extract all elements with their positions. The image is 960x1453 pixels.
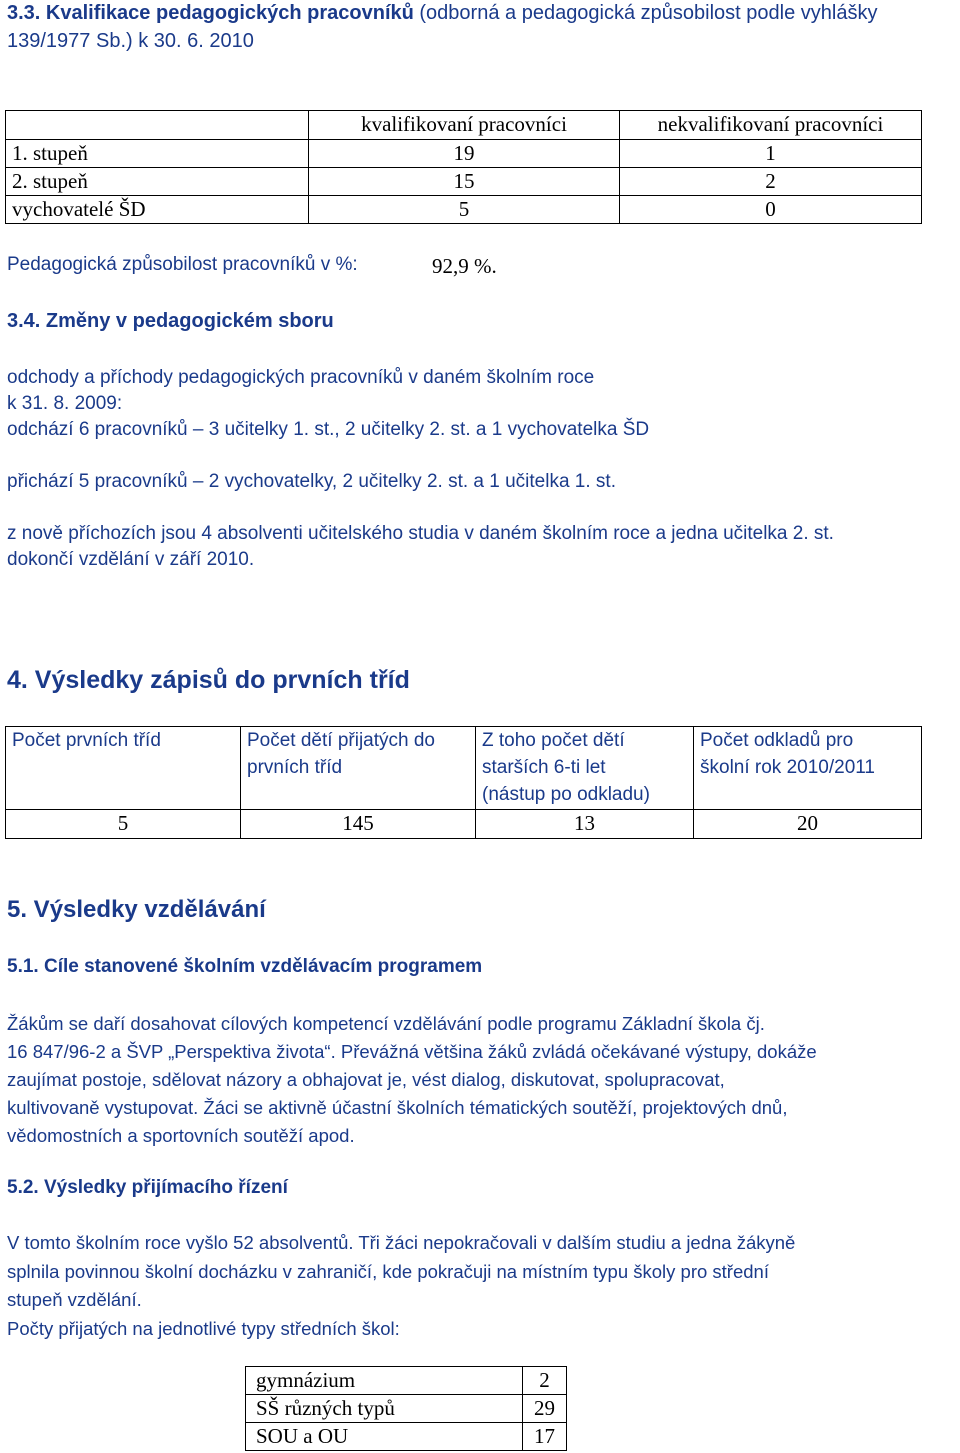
- section-5-1-title: 5.1. Cíle stanovené školním vzdělávacím programem: [7, 956, 483, 977]
- table-cell: 17: [523, 1423, 567, 1451]
- table-cell: vychovatelé ŠD: [6, 196, 309, 224]
- table-cell: 5: [309, 196, 620, 224]
- table-header: [6, 727, 241, 810]
- staff-changes-block: [7, 365, 834, 573]
- table-cell: 1: [620, 140, 922, 168]
- staff-changes-line: dokončí vzdělání v září 2010.: [7, 549, 255, 570]
- table-cell: 29: [523, 1395, 567, 1423]
- table-header-line: Počet dětí přijatých do: [247, 730, 435, 751]
- table-row: [6, 168, 922, 196]
- table-cell: 2. stupeň: [6, 168, 309, 196]
- table-cell: 15: [309, 168, 620, 196]
- section-5-title: 5. Výsledky vzdělávání: [7, 896, 266, 923]
- paragraph-line: kultivovaně vystupovat. Žáci se aktivně účastní školních tématických soutěží, projektových dnů,: [7, 1097, 788, 1118]
- paragraph-line: splnila povinnou školní docházku v zahraničí, kde pokračuji na místním typu školy pro střední: [7, 1260, 769, 1282]
- table-cell: 2: [620, 168, 922, 196]
- table-row: [6, 196, 922, 224]
- table-row: [246, 1423, 567, 1451]
- table-header-line: školní rok 2010/2011: [700, 757, 875, 778]
- section-3-4-title: 3.4. Změny v pedagogickém sboru: [7, 310, 334, 332]
- staff-changes-line: z nově příchozích jsou 4 absolventi učitelského studia v daném školním roce a jedna učitelka 2. st.: [7, 523, 834, 544]
- competence-label: Pedagogická způsobilost pracovníků v %:: [7, 254, 358, 275]
- paragraph-line: vědomostních a sportovních soutěží apod.: [7, 1125, 355, 1146]
- paragraph-line: zaujímat postoje, sdělovat názory a obhajovat je, vést dialog, diskutovat, spolupracovat,: [7, 1069, 725, 1090]
- table-header-line: (nástup po odkladu): [482, 784, 650, 805]
- table-header: [241, 727, 476, 810]
- table-row: [6, 810, 922, 839]
- table-header-line: starších 6-ti let: [482, 757, 606, 778]
- table-row: [6, 111, 922, 140]
- table-header-qualified: kvalifikovaní pracovníci: [309, 111, 620, 140]
- table-header-line: Počet odkladů pro: [700, 730, 854, 751]
- table-cell: 20: [694, 810, 922, 839]
- section-3-3-title: [7, 2, 877, 25]
- table-header-unqualified: nekvalifikovaní pracovníci: [620, 111, 922, 140]
- section-4-title: 4. Výsledky zápisů do prvních tříd: [7, 666, 410, 694]
- table-header: [694, 727, 922, 810]
- table-cell: 13: [476, 810, 694, 839]
- table-row: [6, 140, 922, 168]
- paragraph-line: Počty přijatých na jednotlivé typy středních škol:: [7, 1317, 400, 1339]
- table-cell: 19: [309, 140, 620, 168]
- paragraph-line: stupeň vzdělání.: [7, 1289, 142, 1310]
- enrollment-table: [5, 726, 922, 839]
- staff-changes-line: přichází 5 pracovníků – 2 vychovatelky, 2 učitelky 2. st. a 1 učitelka 1. st.: [7, 471, 616, 492]
- competence-value: 92,9 %.: [432, 254, 497, 278]
- table-header-empty: [6, 111, 309, 140]
- table-row: [246, 1395, 567, 1423]
- table-cell: SŠ různých typů: [246, 1395, 523, 1423]
- table-cell: 0: [620, 196, 922, 224]
- section-5-1-text: [7, 1010, 953, 1150]
- table-header-line: prvních tříd: [247, 757, 343, 778]
- staff-changes-line: k 31. 8. 2009:: [7, 393, 123, 414]
- section-5-2-title: 5.2. Výsledky přijímacího řízení: [7, 1177, 288, 1198]
- table-cell: SOU a OU: [246, 1423, 523, 1451]
- qualification-table: [5, 110, 922, 224]
- section-3-3-title-rest: (odborná a pedagogická způsobilost podle vyhlášky: [413, 2, 878, 24]
- paragraph-line: V tomto školním roce vyšlo 52 absolventů. Tři žáci nepokračovali v dalším studiu a jedna žákyně: [7, 1232, 796, 1253]
- table-cell: 2: [523, 1367, 567, 1395]
- staff-changes-line: odchází 6 pracovníků – 3 učitelky 1. st., 2 učitelky 2. st. a 1 vychovatelka ŠD: [7, 419, 650, 440]
- table-cell: gymnázium: [246, 1367, 523, 1395]
- section-5-2-text: [7, 1229, 955, 1343]
- paragraph-line: 16 847/96-2 a ŠVP „Perspektiva života“. Převážná většina žáků zvládá očekávané výstupy, dokáže: [7, 1041, 817, 1062]
- table-cell: 1. stupeň: [6, 140, 309, 168]
- table-row: [246, 1367, 567, 1395]
- table-cell: 145: [241, 810, 476, 839]
- table-header-line: Počet prvních tříd: [12, 730, 161, 751]
- table-cell: 5: [6, 810, 241, 839]
- paragraph-line: Žákům se daří dosahovat cílových kompetencí vzdělávání podle programu Základní škola čj.: [7, 1013, 765, 1034]
- section-3-3-title-bold: 3.3. Kvalifikace pedagogických pracovníků: [7, 2, 414, 24]
- section-3-3-title-line2: 139/1977 Sb.) k 30. 6. 2010: [7, 30, 254, 52]
- table-header-line: Z toho počet dětí: [482, 730, 625, 751]
- table-row: [6, 727, 922, 810]
- staff-changes-line: odchody a příchody pedagogických pracovníků v daném školním roce: [7, 367, 595, 388]
- schools-table: [245, 1366, 567, 1451]
- table-header: [476, 727, 694, 810]
